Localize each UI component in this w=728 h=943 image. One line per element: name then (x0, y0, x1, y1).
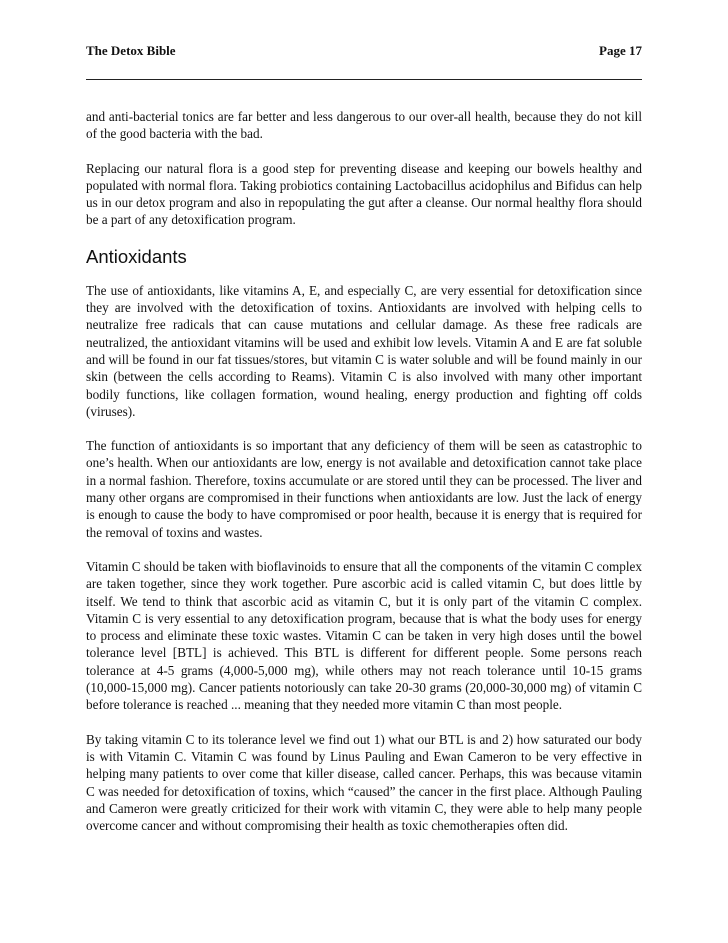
paragraph-6: By taking vitamin C to its tolerance level we find out 1) what our BTL is and 2) how saturated our body is with Vitamin C. Vitamin C was found by Linus Pauling and Ewan Cameron to be very effective in helping many patients to over come that killer disease, called cancer. Perhaps, this was because vitamin C was needed for detoxification of toxins, which “caused” the cancer in the first place. Although Pauling and Cameron were greatly criticized for their work with vitamin C, they were able to help many people overcome cancer and without compromising their health as toxic chemotherapies often did. (86, 731, 642, 834)
paragraph-4: The function of antioxidants is so important that any deficiency of them will be seen as catastrophic to one’s health. When our antioxidants are low, energy is not available and detoxification cannot take place in a normal fashion. Therefore, toxins accumulate or are stored until they can be processed. The liver and many other organs are compromised in their functions when antioxidants are low. Just the lack of energy is enough to cause the body to have compromised or poor health, because it is energy that is required for the removal of toxins and wastes. (86, 438, 642, 540)
paragraph-1: and anti-bacterial tonics are far better and less dangerous to our over-all health, because they do not kill of the good bacteria with the bad. (86, 109, 642, 142)
document-page (86, 0, 642, 943)
document-body (86, 108, 642, 851)
paragraph-3: The use of antioxidants, like vitamins A, E, and especially C, are very essential for detoxification since they are involved with the detoxification of toxins. Antioxidants are involved with helping cells to neutralize free radicals that can cause mutations and cellular damage. As these free radicals are neutralized, the antioxidant vitamins will be used and exhibit low levels. Vitamin A and E are fat soluble and will be found in our fat tissues/stores, but vitamin C is water soluble and will be found mainly in our skin (between the cells according to Reams). Vitamin C is also involved with many other important bodily functions, like collagen formation, wound healing, energy production and fighting off colds (viruses). (86, 282, 642, 419)
paragraph-2: Replacing our natural flora is a good step for preventing disease and keeping our bowels healthy and populated with normal flora. Taking probiotics containing Lactobacillus acidophilus and Bifidus can help us in our detox program and also in repopulating the gut after a cleanse. Our normal healthy flora should be a part of any detoxification program. (86, 160, 642, 228)
page-header (86, 43, 642, 63)
document-title: The Detox Bible (86, 43, 176, 58)
paragraph-5: Vitamin C should be taken with bioflavinoids to ensure that all the components of the vitamin C complex are taken together, since they work together. Pure ascorbic acid is called vitamin C, but does little by itself. We tend to think that ascorbic acid as vitamin C, but it is only part of the vitamin C complex. Vitamin C is very essential to any detoxification program, because that is what the body uses for energy to process and eliminate these toxic wastes. Vitamin C can be taken in very high doses until the bowel tolerance level [BTL] is achieved. This BTL is different for different people. Some persons reach tolerance at 4-5 grams (4,000-5,000 mg), while others may not reach tolerance until 10-15 grams (10,000-15,000 mg). Cancer patients notoriously can take 20-30 grams (20,000-30,000 mg) of vitamin C before tolerance is reached ... meaning that they needed more vitamin C than most people. (86, 558, 642, 713)
section-heading-antioxidants: Antioxidants (86, 245, 187, 267)
header-rule (86, 79, 642, 80)
page-number: Page 17 (599, 43, 642, 58)
